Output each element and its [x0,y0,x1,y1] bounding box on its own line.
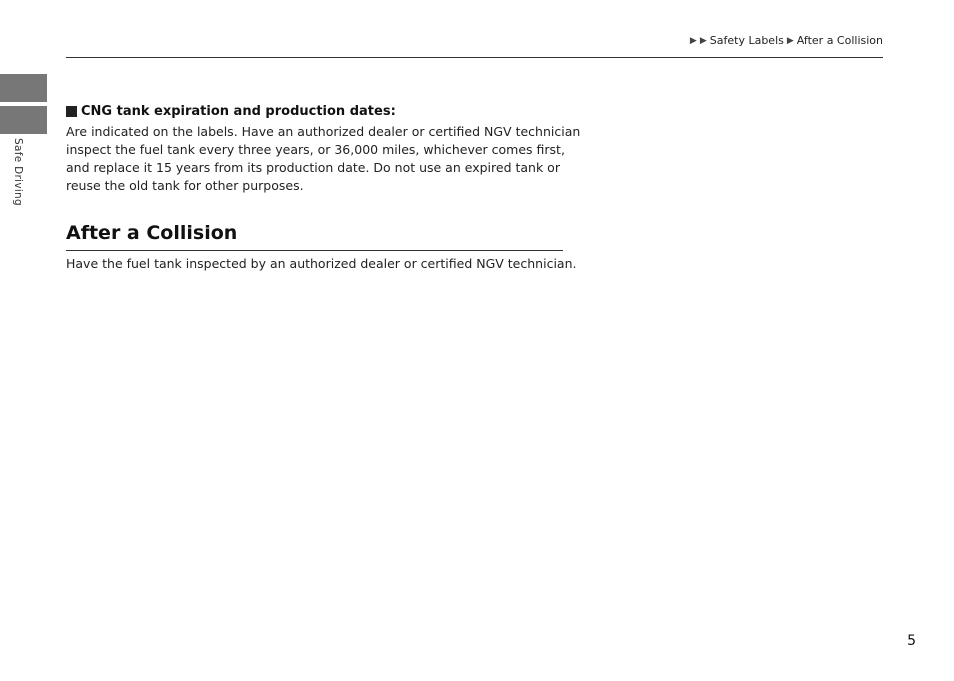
note-heading-text: CNG tank expiration and production dates: [81,104,396,119]
breadcrumb-item-after-a-collision[interactable]: After a Collision [796,34,883,47]
note-heading [66,104,396,119]
section-body: Have the fuel tank inspected by an authorized dealer or certified NGV technician. [66,256,577,271]
section-title-underline [66,250,563,251]
breadcrumb-arrow-icon: ▶ [689,35,697,46]
note-line: reuse the old tank for other purposes. [66,178,304,193]
breadcrumb [690,34,883,47]
note-line: inspect the fuel tank every three years, or 36,000 miles, whichever comes first, [66,142,565,157]
side-section-label: Safe Driving [12,138,24,206]
section-title: After a Collision [66,222,238,244]
square-bullet-icon [66,106,77,117]
breadcrumb-arrow-icon: ▶ [786,35,794,46]
note-line: Are indicated on the labels. Have an authorized dealer or certified NGV technician [66,124,581,139]
page-number: 5 [907,633,916,649]
side-tab-lower [0,106,47,134]
side-tab-upper [0,74,47,102]
breadcrumb-item-safety-labels[interactable]: Safety Labels [709,34,784,47]
header-divider [66,57,883,58]
note-line: and replace it 15 years from its production date. Do not use an expired tank or [66,160,560,175]
note-body [66,123,581,195]
breadcrumb-arrow-icon: ▶ [699,35,707,46]
